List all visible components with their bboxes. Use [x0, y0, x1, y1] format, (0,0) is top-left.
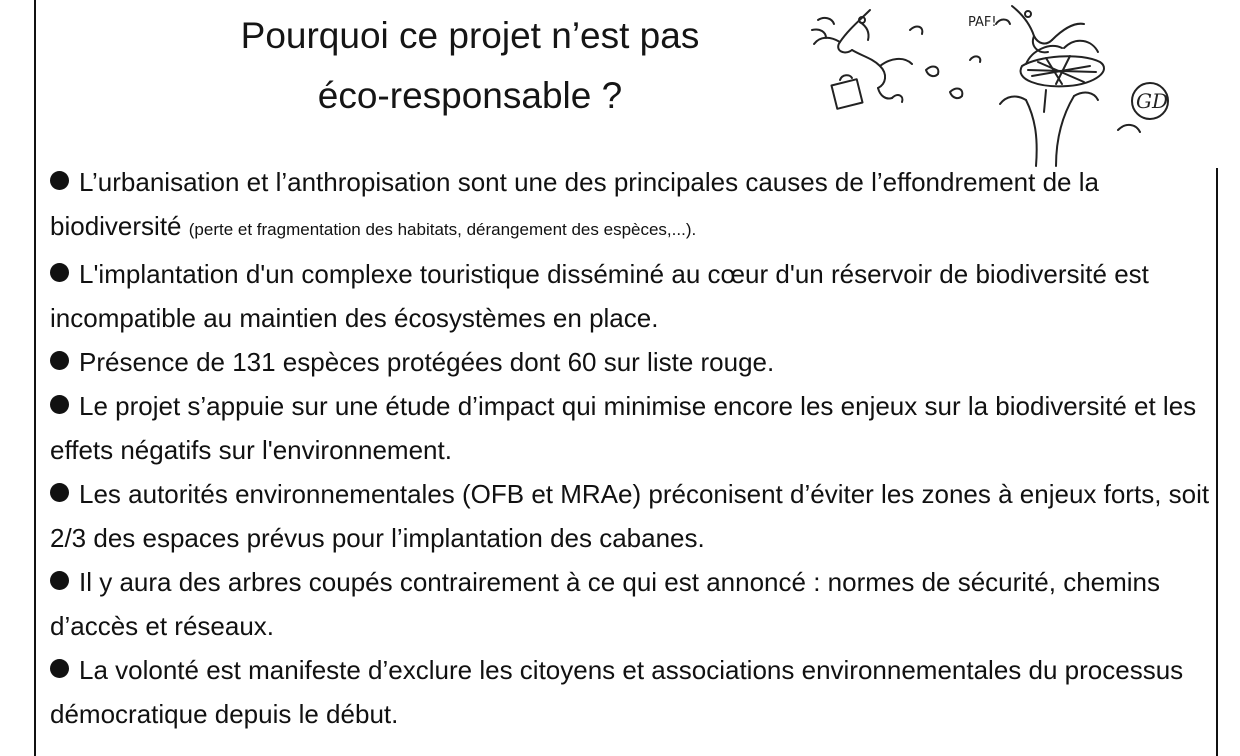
- list-item-text: Il y aura des arbres coupés contrairement à ce qui est annoncé : normes de sécurité, chemins d’accès et réseaux.: [50, 567, 1161, 641]
- list-item: [50, 252, 1225, 340]
- title-line-1: Pourquoi ce projet n’est pas: [240, 15, 700, 56]
- artist-signature: GD: [1136, 89, 1169, 113]
- reasons-list: [50, 160, 1225, 736]
- list-item: [50, 648, 1225, 736]
- list-item: [50, 160, 1225, 252]
- bullet-dot-icon: [50, 395, 69, 414]
- nest-drawing: [1021, 41, 1104, 87]
- list-item: [50, 472, 1225, 560]
- title-line-2: éco-responsable ?: [317, 75, 623, 116]
- right-bird-drawing: [996, 6, 1084, 52]
- list-item-text: L'implantation d'un complexe touristique disséminé au cœur d'un réservoir de biodiversité est incompatible au maintien des écosystèmes en place.: [50, 259, 1149, 333]
- bullet-dot-icon: [50, 571, 69, 590]
- page-title: [120, 6, 820, 126]
- cartoon-illustration: [800, 0, 1230, 168]
- list-item: [50, 384, 1225, 472]
- bullet-dot-icon: [50, 171, 69, 190]
- list-item-text: L’urbanisation et l’anthropisation sont une des principales causes de l’effondrement de la biodiversité: [50, 167, 1099, 241]
- list-item-note: (perte et fragmentation des habitats, dérangement des espèces,...).: [188, 220, 697, 239]
- bullet-dot-icon: [50, 659, 69, 678]
- bullet-dot-icon: [50, 263, 69, 282]
- left-bird-drawing: [812, 10, 922, 102]
- list-item-text: La volonté est manifeste d’exclure les citoyens et associations environnementales du processus démocratique depuis le début.: [50, 655, 1184, 729]
- list-item-text: Présence de 131 espèces protégées dont 60 sur liste rouge.: [79, 347, 775, 377]
- paf-caption: PAF!: [968, 15, 997, 30]
- list-item-text: Les autorités environnementales (OFB et MRAe) préconisent d’éviter les zones à enjeux forts, soit 2/3 des espaces prévus pour l’implantation des cabanes.: [50, 479, 1210, 553]
- bullet-dot-icon: [50, 351, 69, 370]
- list-item: [50, 560, 1225, 648]
- list-item-text: Le projet s’appuie sur une étude d’impact qui minimise encore les enjeux sur la biodiversité et les effets négatifs sur l'environnement.: [50, 391, 1197, 465]
- list-item: [50, 340, 1225, 384]
- bullet-dot-icon: [50, 483, 69, 502]
- briefcase-drawing: [831, 75, 862, 109]
- tree-drawing: [1000, 90, 1098, 166]
